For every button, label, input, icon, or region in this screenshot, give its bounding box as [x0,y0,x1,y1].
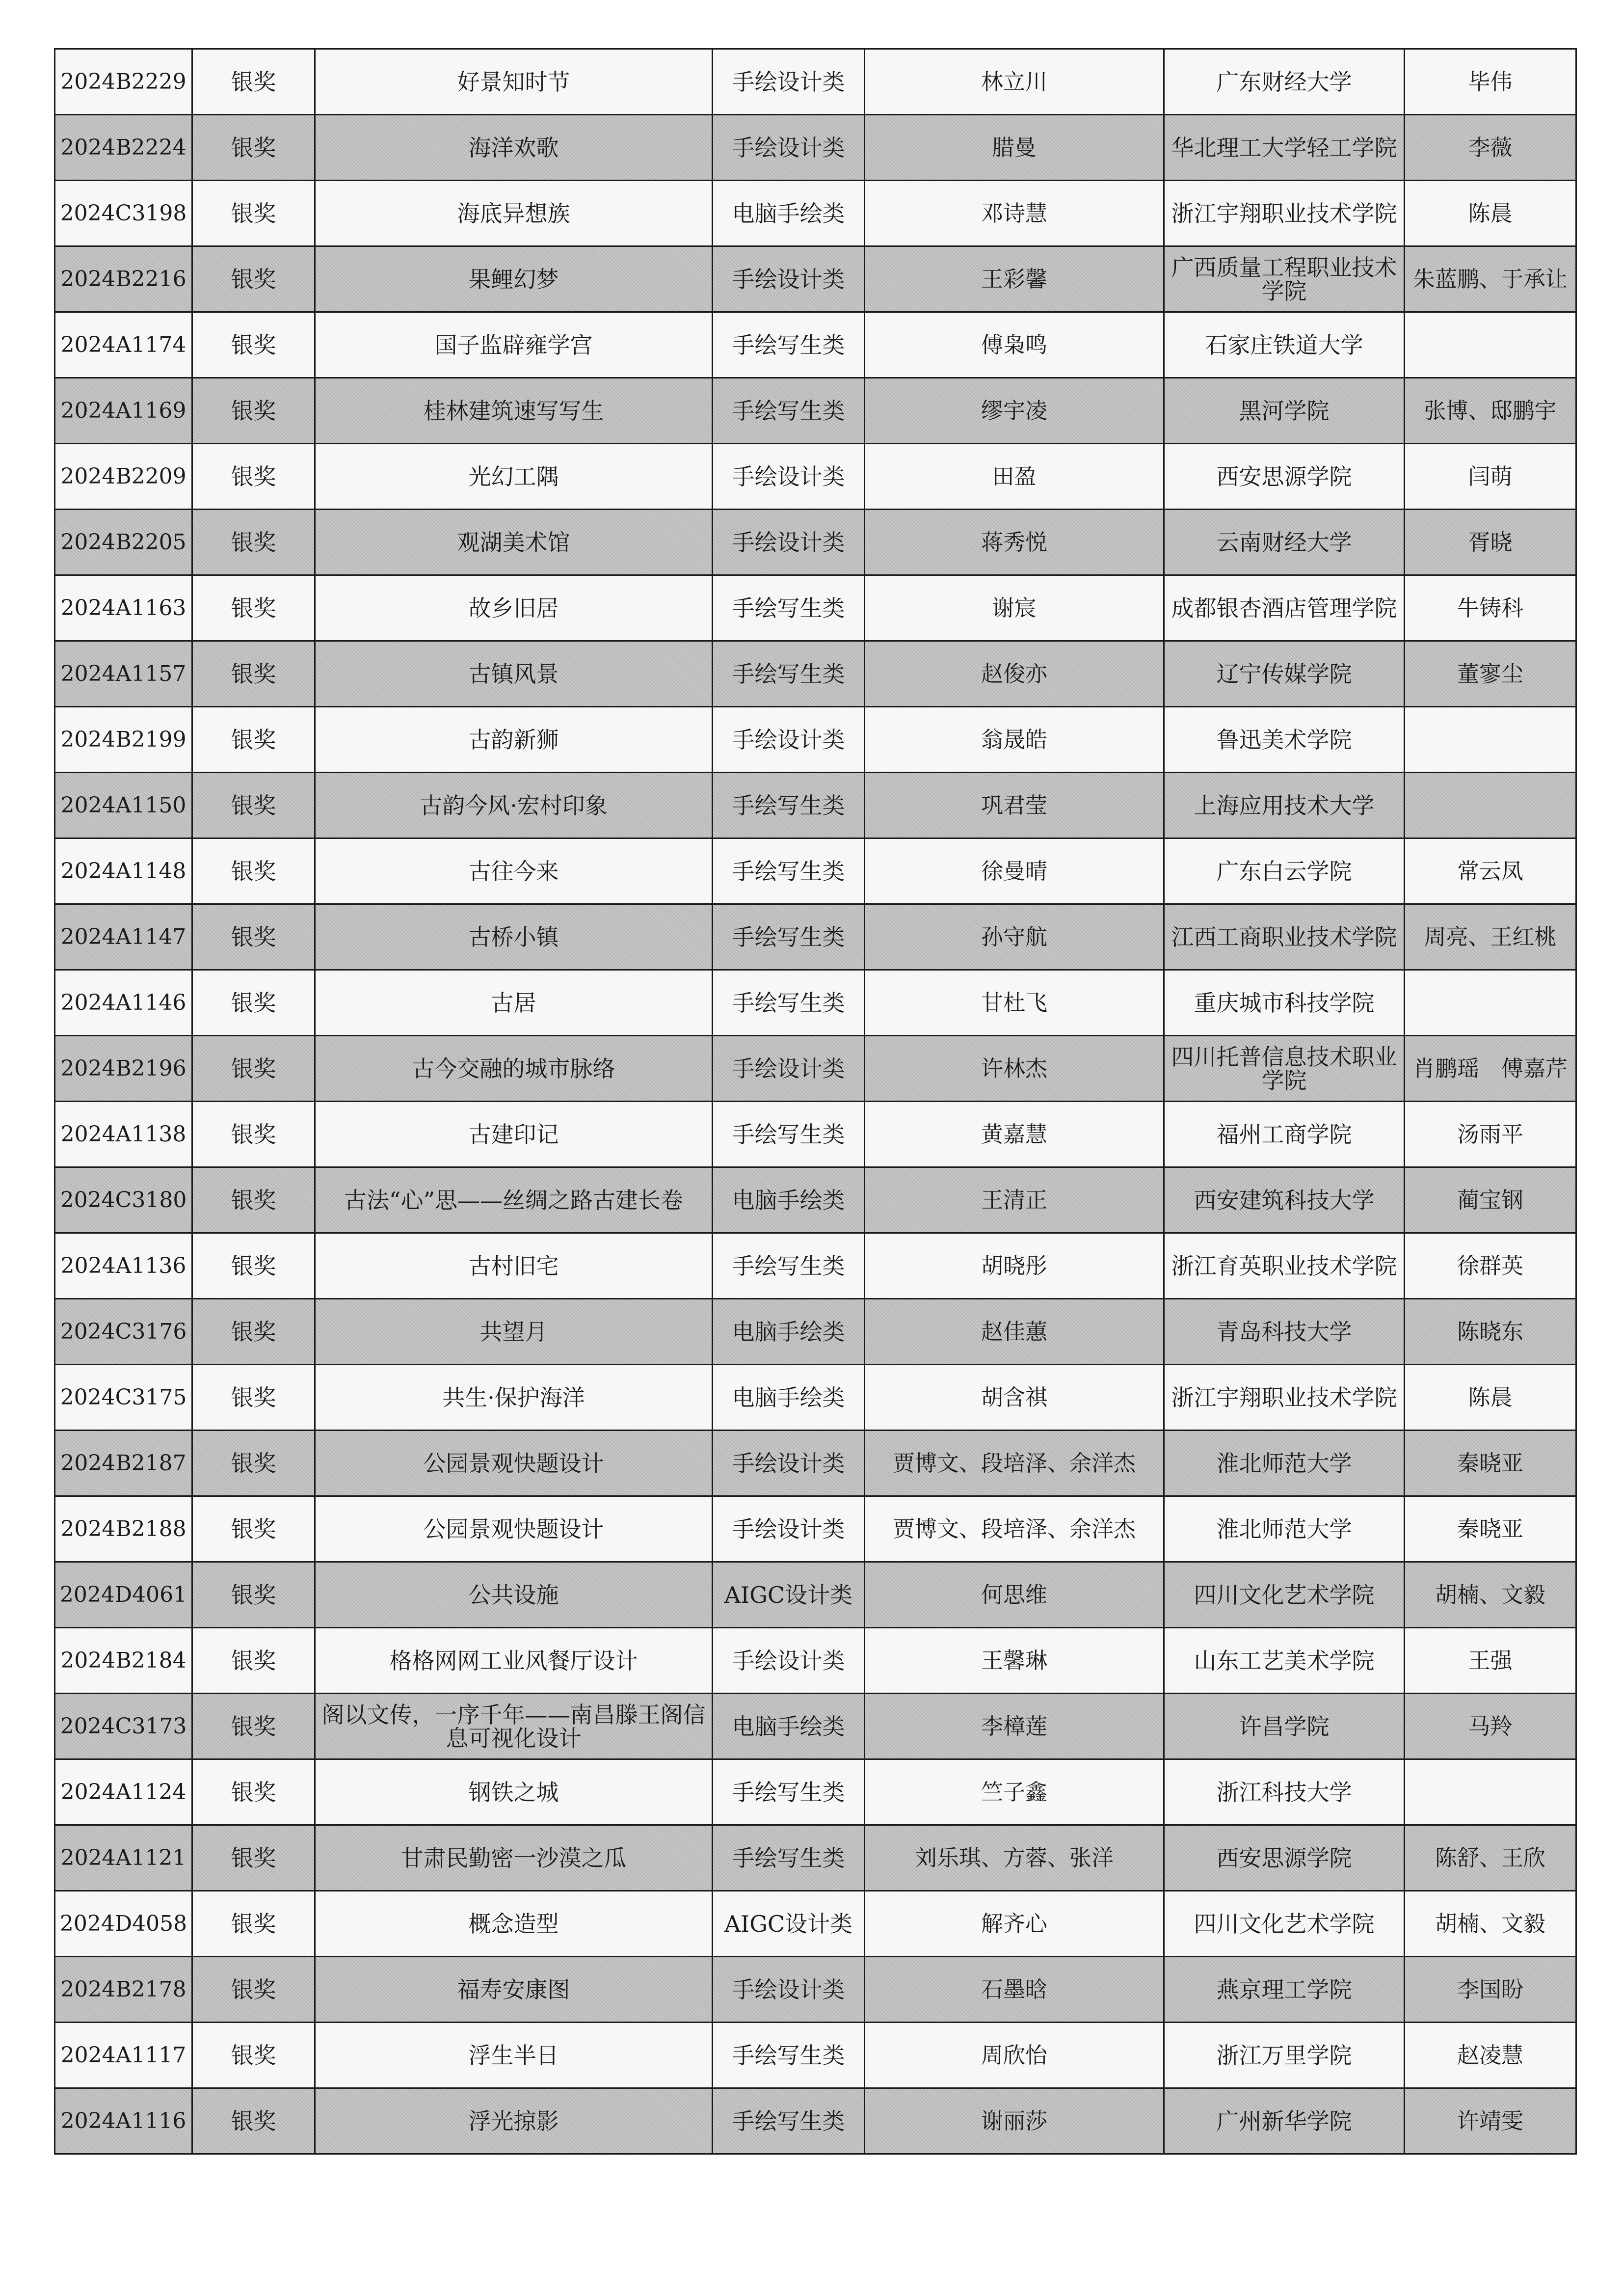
author-cell: 傅枭鸣 [865,312,1164,378]
school-cell: 西安思源学院 [1164,444,1405,510]
author-cell: 徐曼晴 [865,838,1164,904]
award-level-cell: 银奖 [192,575,315,641]
school-cell: 上海应用技术大学 [1164,773,1405,838]
award-level-cell: 银奖 [192,1102,315,1167]
table-row [55,1167,1576,1233]
table-row [55,2088,1576,2154]
author-cell: 赵俊亦 [865,641,1164,707]
category-cell: AIGC设计类 [713,1562,865,1628]
work-title-cell: 古村旧宅 [315,1233,713,1299]
category-cell: 手绘设计类 [713,115,865,181]
award-level-cell: 银奖 [192,1431,315,1496]
school-cell: 江西工商职业技术学院 [1164,904,1405,970]
work-title-cell: 古今交融的城市脉络 [315,1036,713,1102]
category-cell: 电脑手绘类 [713,1299,865,1365]
school-cell: 四川文化艺术学院 [1164,1562,1405,1628]
author-cell: 周欣怡 [865,2023,1164,2088]
school-cell: 淮北师范大学 [1164,1496,1405,1562]
work-title-cell: 故乡旧居 [315,575,713,641]
author-cell: 缪宇凌 [865,378,1164,444]
table-row [55,707,1576,773]
entry-id-cell: 2024A1174 [55,312,192,378]
school-cell: 云南财经大学 [1164,510,1405,575]
work-title-cell: 果鲤幻梦 [315,246,713,312]
award-level-cell: 银奖 [192,1759,315,1825]
entry-id-cell: 2024C3198 [55,181,192,246]
category-cell: 手绘设计类 [713,49,865,115]
school-cell: 华北理工大学轻工学院 [1164,115,1405,181]
author-cell: 王彩馨 [865,246,1164,312]
advisor-cell: 李国盼 [1405,1957,1576,2023]
category-cell: 手绘写生类 [713,773,865,838]
entry-id-cell: 2024B2209 [55,444,192,510]
advisor-cell [1405,773,1576,838]
work-title-cell: 海洋欢歌 [315,115,713,181]
table-row [55,1628,1576,1694]
award-level-cell: 银奖 [192,2088,315,2154]
author-cell: 许林杰 [865,1036,1164,1102]
advisor-cell: 胡楠、文毅 [1405,1562,1576,1628]
author-cell: 孙守航 [865,904,1164,970]
category-cell: 手绘设计类 [713,1496,865,1562]
category-cell: 手绘写生类 [713,2023,865,2088]
author-cell: 赵佳蕙 [865,1299,1164,1365]
work-title-cell: 古桥小镇 [315,904,713,970]
award-level-cell: 银奖 [192,1036,315,1102]
award-list-table [54,48,1577,2155]
award-level-cell: 银奖 [192,707,315,773]
award-level-cell: 银奖 [192,115,315,181]
table-row [55,49,1576,115]
category-cell: 手绘写生类 [713,970,865,1036]
table-row [55,1431,1576,1496]
table-row [55,510,1576,575]
award-level-cell: 银奖 [192,773,315,838]
advisor-cell: 胡楠、文毅 [1405,1891,1576,1957]
school-cell: 西安思源学院 [1164,1825,1405,1891]
table-row [55,1233,1576,1299]
advisor-cell: 周亮、王红桃 [1405,904,1576,970]
work-title-cell: 甘肃民勤密一沙漠之瓜 [315,1825,713,1891]
author-cell: 竺子鑫 [865,1759,1164,1825]
work-title-cell: 共生·保护海洋 [315,1365,713,1431]
entry-id-cell: 2024B2229 [55,49,192,115]
table-row [55,1496,1576,1562]
work-title-cell: 古镇风景 [315,641,713,707]
work-title-cell: 桂林建筑速写写生 [315,378,713,444]
work-title-cell: 概念造型 [315,1891,713,1957]
school-cell: 西安建筑科技大学 [1164,1167,1405,1233]
school-cell: 广西质量工程职业技术学院 [1164,246,1405,312]
school-cell: 四川托普信息技术职业学院 [1164,1036,1405,1102]
work-title-cell: 福寿安康图 [315,1957,713,2023]
author-cell: 田盈 [865,444,1164,510]
work-title-cell: 格格网网工业风餐厅设计 [315,1628,713,1694]
table-row [55,444,1576,510]
school-cell: 许昌学院 [1164,1694,1405,1759]
school-cell: 淮北师范大学 [1164,1431,1405,1496]
entry-id-cell: 2024B2188 [55,1496,192,1562]
author-cell: 胡晓彤 [865,1233,1164,1299]
entry-id-cell: 2024A1169 [55,378,192,444]
advisor-cell: 陈晓东 [1405,1299,1576,1365]
advisor-cell: 马羚 [1405,1694,1576,1759]
table-row [55,115,1576,181]
table-row [55,1825,1576,1891]
school-cell: 辽宁传媒学院 [1164,641,1405,707]
school-cell: 青岛科技大学 [1164,1299,1405,1365]
award-level-cell: 银奖 [192,641,315,707]
advisor-cell: 秦晓亚 [1405,1496,1576,1562]
category-cell: 手绘设计类 [713,1431,865,1496]
table-row [55,378,1576,444]
entry-id-cell: 2024A1138 [55,1102,192,1167]
entry-id-cell: 2024C3175 [55,1365,192,1431]
award-level-cell: 银奖 [192,1825,315,1891]
table-row [55,838,1576,904]
author-cell: 解齐心 [865,1891,1164,1957]
award-level-cell: 银奖 [192,838,315,904]
school-cell: 成都银杏酒店管理学院 [1164,575,1405,641]
entry-id-cell: 2024C3176 [55,1299,192,1365]
award-level-cell: 银奖 [192,1694,315,1759]
table-row [55,181,1576,246]
table-row [55,1365,1576,1431]
award-level-cell: 银奖 [192,49,315,115]
advisor-cell: 徐群英 [1405,1233,1576,1299]
table-row [55,1891,1576,1957]
entry-id-cell: 2024D4061 [55,1562,192,1628]
school-cell: 鲁迅美术学院 [1164,707,1405,773]
advisor-cell [1405,707,1576,773]
category-cell: 电脑手绘类 [713,1365,865,1431]
author-cell: 黄嘉慧 [865,1102,1164,1167]
entry-id-cell: 2024B2224 [55,115,192,181]
award-table-body [55,49,1576,2154]
entry-id-cell: 2024A1136 [55,1233,192,1299]
advisor-cell: 胥晓 [1405,510,1576,575]
advisor-cell: 汤雨平 [1405,1102,1576,1167]
category-cell: 手绘设计类 [713,1957,865,2023]
advisor-cell: 毕伟 [1405,49,1576,115]
author-cell: 甘杜飞 [865,970,1164,1036]
table-row [55,1102,1576,1167]
entry-id-cell: 2024C3173 [55,1694,192,1759]
advisor-cell [1405,1759,1576,1825]
advisor-cell: 许靖雯 [1405,2088,1576,2154]
award-level-cell: 银奖 [192,1891,315,1957]
author-cell: 腊曼 [865,115,1164,181]
advisor-cell: 赵凌慧 [1405,2023,1576,2088]
work-title-cell: 古往今来 [315,838,713,904]
entry-id-cell: 2024B2184 [55,1628,192,1694]
category-cell: AIGC设计类 [713,1891,865,1957]
author-cell: 林立川 [865,49,1164,115]
school-cell: 浙江科技大学 [1164,1759,1405,1825]
advisor-cell: 闫萌 [1405,444,1576,510]
advisor-cell: 秦晓亚 [1405,1431,1576,1496]
advisor-cell [1405,970,1576,1036]
school-cell: 浙江育英职业技术学院 [1164,1233,1405,1299]
advisor-cell: 蔺宝钢 [1405,1167,1576,1233]
category-cell: 手绘写生类 [713,575,865,641]
table-row [55,246,1576,312]
author-cell: 贾博文、段培泽、余洋杰 [865,1496,1164,1562]
school-cell: 四川文化艺术学院 [1164,1891,1405,1957]
entry-id-cell: 2024B2199 [55,707,192,773]
category-cell: 电脑手绘类 [713,181,865,246]
table-row [55,575,1576,641]
author-cell: 贾博文、段培泽、余洋杰 [865,1431,1164,1496]
entry-id-cell: 2024A1157 [55,641,192,707]
category-cell: 手绘写生类 [713,641,865,707]
work-title-cell: 浮生半日 [315,2023,713,2088]
category-cell: 手绘写生类 [713,1759,865,1825]
school-cell: 浙江万里学院 [1164,2023,1405,2088]
entry-id-cell: 2024B2196 [55,1036,192,1102]
category-cell: 手绘写生类 [713,312,865,378]
category-cell: 手绘设计类 [713,707,865,773]
table-row [55,312,1576,378]
award-level-cell: 银奖 [192,312,315,378]
award-level-cell: 银奖 [192,246,315,312]
entry-id-cell: 2024B2187 [55,1431,192,1496]
advisor-cell: 陈晨 [1405,1365,1576,1431]
work-title-cell: 光幻工隅 [315,444,713,510]
advisor-cell: 陈晨 [1405,181,1576,246]
entry-id-cell: 2024A1117 [55,2023,192,2088]
work-title-cell: 国子监辟雍学宫 [315,312,713,378]
school-cell: 燕京理工学院 [1164,1957,1405,2023]
category-cell: 电脑手绘类 [713,1694,865,1759]
award-level-cell: 银奖 [192,510,315,575]
table-row [55,1694,1576,1759]
category-cell: 电脑手绘类 [713,1167,865,1233]
author-cell: 王清正 [865,1167,1164,1233]
work-title-cell: 阁以文传，一序千年——南昌滕王阁信息可视化设计 [315,1694,713,1759]
advisor-cell: 陈舒、王欣 [1405,1825,1576,1891]
advisor-cell: 王强 [1405,1628,1576,1694]
award-level-cell: 银奖 [192,444,315,510]
author-cell: 刘乐琪、方蓉、张洋 [865,1825,1164,1891]
table-row [55,904,1576,970]
category-cell: 手绘设计类 [713,1628,865,1694]
work-title-cell: 古居 [315,970,713,1036]
category-cell: 手绘设计类 [713,444,865,510]
work-title-cell: 共望月 [315,1299,713,1365]
category-cell: 手绘设计类 [713,510,865,575]
entry-id-cell: 2024B2178 [55,1957,192,2023]
category-cell: 手绘设计类 [713,246,865,312]
entry-id-cell: 2024B2216 [55,246,192,312]
advisor-cell: 牛铸科 [1405,575,1576,641]
entry-id-cell: 2024A1148 [55,838,192,904]
award-level-cell: 银奖 [192,1299,315,1365]
entry-id-cell: 2024A1147 [55,904,192,970]
school-cell: 福州工商学院 [1164,1102,1405,1167]
category-cell: 手绘设计类 [713,1036,865,1102]
author-cell: 王馨琳 [865,1628,1164,1694]
category-cell: 手绘写生类 [713,1825,865,1891]
entry-id-cell: 2024B2205 [55,510,192,575]
author-cell: 何思维 [865,1562,1164,1628]
entry-id-cell: 2024A1163 [55,575,192,641]
school-cell: 浙江宇翔职业技术学院 [1164,181,1405,246]
advisor-cell: 朱蓝鹏、于承让 [1405,246,1576,312]
work-title-cell: 好景知时节 [315,49,713,115]
entry-id-cell: 2024A1150 [55,773,192,838]
advisor-cell: 常云凤 [1405,838,1576,904]
work-title-cell: 古建印记 [315,1102,713,1167]
work-title-cell: 公共设施 [315,1562,713,1628]
entry-id-cell: 2024A1116 [55,2088,192,2154]
work-title-cell: 公园景观快题设计 [315,1496,713,1562]
award-level-cell: 银奖 [192,378,315,444]
author-cell: 谢宸 [865,575,1164,641]
advisor-cell: 肖鹏瑶 傅嘉芹 [1405,1036,1576,1102]
work-title-cell: 钢铁之城 [315,1759,713,1825]
entry-id-cell: 2024D4058 [55,1891,192,1957]
advisor-cell: 李薇 [1405,115,1576,181]
entry-id-cell: 2024A1121 [55,1825,192,1891]
school-cell: 浙江宇翔职业技术学院 [1164,1365,1405,1431]
advisor-cell: 董寥尘 [1405,641,1576,707]
author-cell: 巩君莹 [865,773,1164,838]
award-level-cell: 银奖 [192,1167,315,1233]
work-title-cell: 古韵新狮 [315,707,713,773]
author-cell: 李樟莲 [865,1694,1164,1759]
table-row [55,1562,1576,1628]
award-level-cell: 银奖 [192,970,315,1036]
category-cell: 手绘写生类 [713,1102,865,1167]
school-cell: 黑河学院 [1164,378,1405,444]
school-cell: 广州新华学院 [1164,2088,1405,2154]
category-cell: 手绘写生类 [713,2088,865,2154]
award-level-cell: 银奖 [192,904,315,970]
award-level-cell: 银奖 [192,1365,315,1431]
school-cell: 山东工艺美术学院 [1164,1628,1405,1694]
author-cell: 谢丽莎 [865,2088,1164,2154]
school-cell: 广东白云学院 [1164,838,1405,904]
author-cell: 石墨晗 [865,1957,1164,2023]
school-cell: 广东财经大学 [1164,49,1405,115]
entry-id-cell: 2024A1146 [55,970,192,1036]
advisor-cell: 张博、邸鹏宇 [1405,378,1576,444]
school-cell: 石家庄铁道大学 [1164,312,1405,378]
work-title-cell: 观湖美术馆 [315,510,713,575]
author-cell: 邓诗慧 [865,181,1164,246]
table-row [55,2023,1576,2088]
author-cell: 胡含祺 [865,1365,1164,1431]
entry-id-cell: 2024A1124 [55,1759,192,1825]
work-title-cell: 浮光掠影 [315,2088,713,2154]
table-row [55,641,1576,707]
table-row [55,1036,1576,1102]
entry-id-cell: 2024C3180 [55,1167,192,1233]
table-row [55,1957,1576,2023]
category-cell: 手绘写生类 [713,838,865,904]
author-cell: 蒋秀悦 [865,510,1164,575]
table-row [55,773,1576,838]
category-cell: 手绘写生类 [713,378,865,444]
school-cell: 重庆城市科技学院 [1164,970,1405,1036]
table-row [55,970,1576,1036]
award-level-cell: 银奖 [192,1233,315,1299]
award-level-cell: 银奖 [192,2023,315,2088]
work-title-cell: 公园景观快题设计 [315,1431,713,1496]
category-cell: 手绘写生类 [713,904,865,970]
work-title-cell: 海底异想族 [315,181,713,246]
table-row [55,1759,1576,1825]
table-row [55,1299,1576,1365]
author-cell: 翁晟皓 [865,707,1164,773]
award-level-cell: 银奖 [192,1496,315,1562]
award-level-cell: 银奖 [192,1957,315,2023]
award-level-cell: 银奖 [192,1628,315,1694]
award-level-cell: 银奖 [192,181,315,246]
award-level-cell: 银奖 [192,1562,315,1628]
work-title-cell: 古法“心”思——丝绸之路古建长卷 [315,1167,713,1233]
advisor-cell [1405,312,1576,378]
work-title-cell: 古韵今风·宏村印象 [315,773,713,838]
category-cell: 手绘写生类 [713,1233,865,1299]
